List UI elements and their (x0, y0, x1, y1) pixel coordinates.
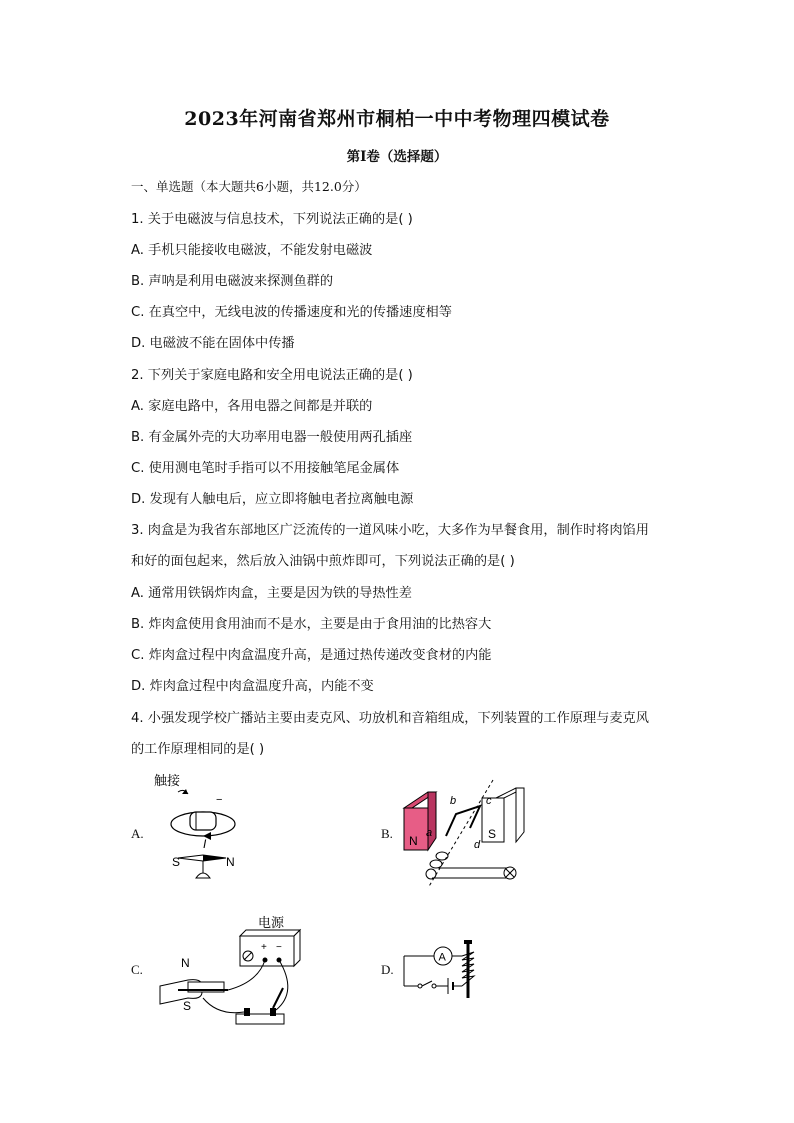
figure-d-label[interactable]: D. (381, 962, 394, 977)
question-3-option-d[interactable]: D. 炸肉盒过程中肉盒温度升高，内能不变 (131, 679, 374, 694)
question-2-option-b[interactable]: B. 有金属外壳的大功率用电器一般使用两孔插座 (131, 430, 413, 445)
question-2-option-a[interactable]: A. 家庭电路中，各用电器之间都是并联的 (131, 399, 373, 414)
question-3-option-c[interactable]: C. 炸肉盒过程中肉盒温度升高，是通过热传递改变食材的内能 (131, 648, 492, 663)
figure-c-plus: + (261, 942, 267, 953)
figure-c-minus: − (276, 942, 282, 953)
question-1-option-c[interactable]: C. 在真空中，无线电波的传播速度和光的传播速度相等 (131, 305, 452, 320)
figure-a-minus: − (216, 794, 223, 806)
figure-a-touch-text: 触接 (154, 773, 181, 788)
question-1-option-b[interactable]: B. 声呐是利用电磁波来探测鱼群的 (131, 274, 334, 289)
figure-b-c-label: c (486, 795, 492, 807)
figure-c-s-label: S (183, 999, 192, 1013)
figure-b-b-label: b (450, 795, 457, 807)
question-3-option-b[interactable]: B. 炸肉盒使用食用油而不是水，主要是由于食用油的比热容大 (131, 617, 492, 632)
figure-b-label[interactable]: B. (381, 826, 393, 841)
question-1-option-a[interactable]: A. 手机只能接收电磁波，不能发射电磁波 (131, 243, 373, 258)
question-2-option-c[interactable]: C. 使用测电笔时手指可以不用接触笔尾金属体 (131, 461, 400, 476)
figure-c-power-label: 电源 (258, 915, 285, 930)
figure-a-label[interactable]: A. (131, 826, 144, 841)
section-heading: 一、单选题（本大题共6小题，共12.0分） (131, 179, 367, 194)
figure-c-motor (148, 912, 313, 1030)
figure-a-oersted (148, 770, 248, 885)
figure-d-ammeter-label: A (438, 951, 446, 964)
figure-b-s-label: S (488, 827, 497, 841)
question-4-stem-line-2: 的工作原理相同的是( ) (131, 742, 265, 757)
page-title: 2023年河南省郑州市桐柏一中中考物理四模试卷 (184, 108, 610, 130)
figure-a-n-label: N (226, 855, 235, 869)
question-2-option-d[interactable]: D. 发现有人触电后，应立即将触电者拉离触电源 (131, 492, 414, 507)
question-3-stem-line-2: 和好的面包起来，然后放入油锅中煎炸即可，下列说法正确的是( ) (131, 554, 515, 569)
figure-c-label[interactable]: C. (131, 962, 143, 977)
figure-b-n-label: N (409, 834, 418, 848)
figure-b-a-label: a (426, 827, 433, 839)
question-1-stem: 1. 关于电磁波与信息技术，下列说法正确的是( ) (131, 212, 413, 227)
figure-b-generator (398, 778, 528, 893)
question-1-option-d[interactable]: D. 电磁波不能在固体中传播 (131, 336, 295, 351)
question-4-stem-line-1: 4. 小强发现学校广播站主要由麦克风、功放机和音箱组成，下列装置的工作原理与麦克风 (131, 711, 649, 726)
question-3-option-a[interactable]: A. 通常用铁锅炸肉盒，主要是因为铁的导热性差 (131, 586, 412, 601)
figure-a-s-label: S (172, 855, 181, 869)
figure-c-n-label: N (181, 956, 190, 970)
section-subtitle: 第I卷（选择题） (346, 149, 448, 165)
question-3-stem-line-1: 3. 肉盒是为我省东部地区广泛流传的一道风味小吃，大多作为早餐食用，制作时将肉馅用 (131, 523, 649, 538)
figure-d-electromagnet (398, 936, 488, 1002)
figure-a-current-label: I (203, 837, 207, 851)
question-2-stem: 2. 下列关于家庭电路和安全用电说法正确的是( ) (131, 368, 413, 383)
figure-b-d-label: d (474, 839, 481, 851)
